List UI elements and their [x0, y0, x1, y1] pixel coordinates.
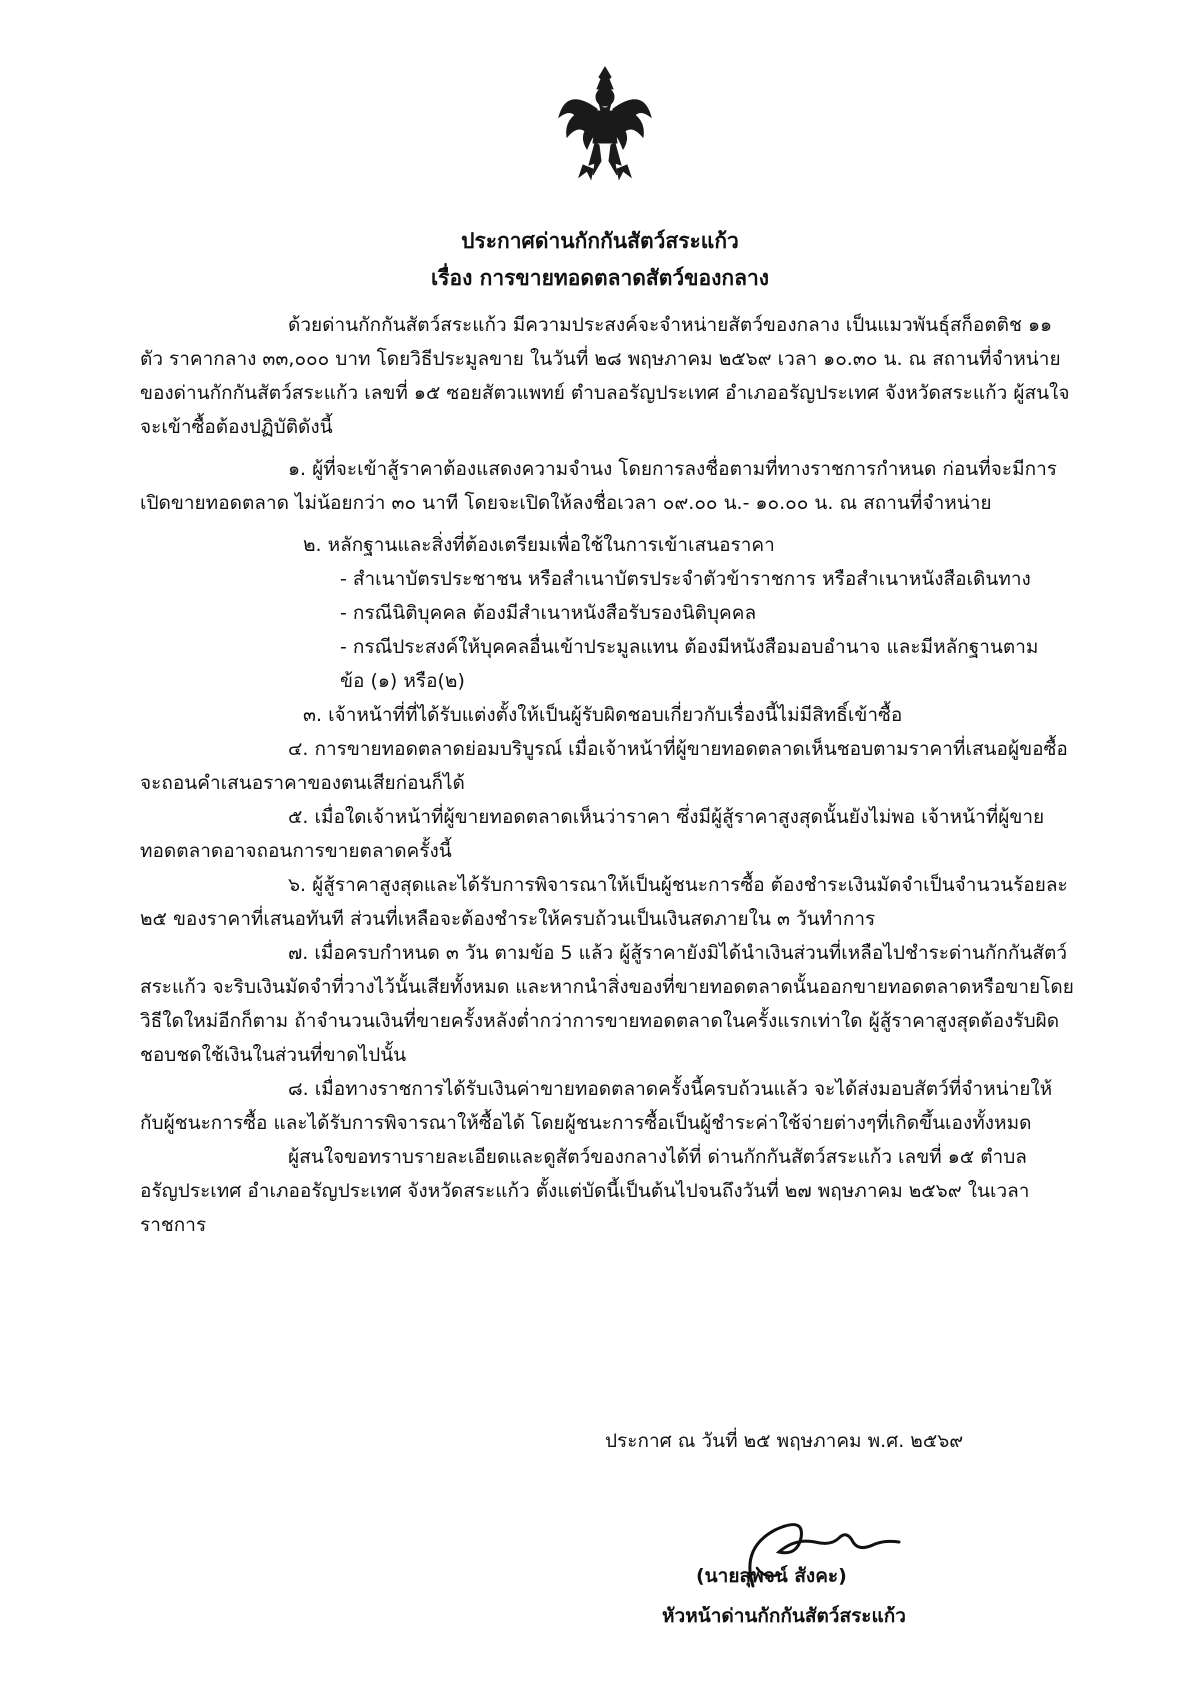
item-8-paragraph: ๘. เมื่อทางราชการได้รับเงินค่าขายทอดตลาดครั้งนี้ครบถ้วนแล้ว จะได้ส่งมอบสัตว์ที่จำหน่ายให้กับผู้ชนะการซื้อ และได้รับการพิจารณาให้ซื้อได้ โดยผู้ชนะการซื้อเป็นผู้ชำระค่าใช้จ่ายต่างๆที่เกิดขึ้นเองทั้งหมด: [140, 1078, 1053, 1134]
intro-paragraph: ด้วยด่านกักกันสัตว์สระแก้ว มีความประสงค์จะจำหน่ายสัตว์ของกลาง เป็นแมวพันธุ์สก็อตติช ๑๑ ตัว ราคากลาง ๓๓,๐๐๐ บาท โดยวิธีประมูลขาย ในวันที่ ๒๘ พฤษภาคม ๒๕๖๙ เวลา ๑๐.๓๐ น. ณ สถานที่จำหน่ายของด่านกักกันสัตว์สระแก้ว เลขที่ ๑๕ ซอยสัตวแพทย์ ตำบลอรัญประเทศ อำเภออรัญประเทศ จังหวัดสระแก้ว ผู้สนใจจะเข้าซื้อต้องปฏิบัติดังนี้: [140, 314, 1070, 438]
item-7-paragraph: ๗. เมื่อครบกำหนด ๓ วัน ตามข้อ 5 แล้ว ผู้สู้ราคายังมิได้นำเงินส่วนที่เหลือไปชำระด่านกักกันสัตว์สระแก้ว จะริบเงินมัดจำที่วางไว้นั้นเสียทั้งหมด และหากนำสิ่งของที่ขายทอดตลาดนั้นออกขายทอดตลาดหรือขายโดยวิธีใดใหม่อีกก็ตาม ถ้าจำนวนเงินที่ขายครั้งหลังต่ำกว่าการขายทอดตลาดในครั้งแรกเท่าใด ผู้สู้ราคาสูงสุดต้องรับผิดชอบชดใช้เงินในส่วนที่ขาดไปนั้น: [140, 942, 1074, 1066]
item-1-paragraph: ๑. ผู้ที่จะเข้าสู้ราคาต้องแสดงความจำนง โดยการลงชื่อตามที่ทางราชการกำหนด ก่อนที่จะมีการเปิดขายทอดตลาด ไม่น้อยกว่า ๓๐ นาที โดยจะเปิดให้ลงชื่อเวลา ๐๙.๐๐ น.- ๑๐.๐๐ น. ณ สถานที่จำหน่าย: [140, 458, 1057, 514]
item-6-paragraph: ๖. ผู้สู้ราคาสูงสุดและได้รับการพิจารณาให้เป็นผู้ชนะการซื้อ ต้องชำระเงินมัดจำเป็นจำนวนร้อยละ ๒๕ ของราคาที่เสนอทันที ส่วนที่เหลือจะต้องชำระให้ครบถ้วนเป็นเงินสดภายใน ๓ วันทำการ: [140, 874, 1068, 930]
item-2-bullet-3: - กรณีประสงค์ให้บุคคลอื่นเข้าประมูลแทน ต้องมีหนังสือมอบอำนาจ และมีหลักฐานตาม: [340, 636, 1039, 658]
announcement-body: [140, 308, 1075, 1242]
signatory-name: (นายสุพจน์ สังคะ): [696, 1565, 847, 1587]
item-2-bullet-2: - กรณีนิติบุคคล ต้องมีสำเนาหนังสือรับรองนิติบุคคล: [340, 602, 757, 624]
item-2-heading: ๒. หลักฐานและสิ่งที่ต้องเตรียมเพื่อใช้ในการเข้าเสนอราคา: [303, 534, 775, 556]
item-2-bullet-3-continued: ข้อ (๑) หรือ(๒): [340, 670, 465, 692]
item-2-bullet-1: - สำเนาบัตรประชาชน หรือสำเนาบัตรประจำตัวข้าราชการ หรือสำเนาหนังสือเดินทาง: [340, 568, 1031, 590]
item-3-paragraph: ๓. เจ้าหน้าที่ที่ได้รับแต่งตั้งให้เป็นผู้รับผิดชอบเกี่ยวกับเรื่องนี้ไม่มีสิทธิ์เข้าซื้อ: [303, 704, 903, 726]
announcement-subject: เรื่อง การขายทอดตลาดสัตว์ของกลาง: [431, 266, 769, 290]
announcement-title: ประกาศด่านกักกันสัตว์สระแก้ว: [461, 229, 739, 253]
closing-paragraph: ผู้สนใจขอทราบรายละเอียดและดูสัตว์ของกลางได้ที่ ด่านกักกันสัตว์สระแก้ว เลขที่ ๑๕ ตำบลอรัญประเทศ อำเภออรัญประเทศ จังหวัดสระแก้ว ตั้งแต่บัดนี้เป็นต้นไปจนถึงวันที่ ๒๗ พฤษภาคม ๒๕๖๙ ในเวลาราชการ: [140, 1146, 1030, 1236]
item-4-paragraph: ๔. การขายทอดตลาดย่อมบริบูรณ์ เมื่อเจ้าหน้าที่ผู้ขายทอดตลาดเห็นชอบตามราคาที่เสนอผู้ขอซื้อจะถอนคำเสนอราคาของตนเสียก่อนก็ได้: [140, 738, 1068, 794]
garuda-emblem-icon: [555, 65, 655, 185]
signatory-position: หัวหน้าด่านกักกันสัตว์สระแก้ว: [662, 1605, 906, 1627]
item-5-paragraph: ๕. เมื่อใดเจ้าหน้าที่ผู้ขายทอดตลาดเห็นว่าราคา ซึ่งมีผู้สู้ราคาสูงสุดนั้นยังไม่พอ เจ้าหน้าที่ผู้ขายทอดตลาดอาจถอนการขายตลาดครั้งนี้: [140, 806, 1045, 862]
announcement-date: ประกาศ ณ วันที่ ๒๕ พฤษภาคม พ.ศ. ๒๕๖๙: [605, 1430, 964, 1452]
